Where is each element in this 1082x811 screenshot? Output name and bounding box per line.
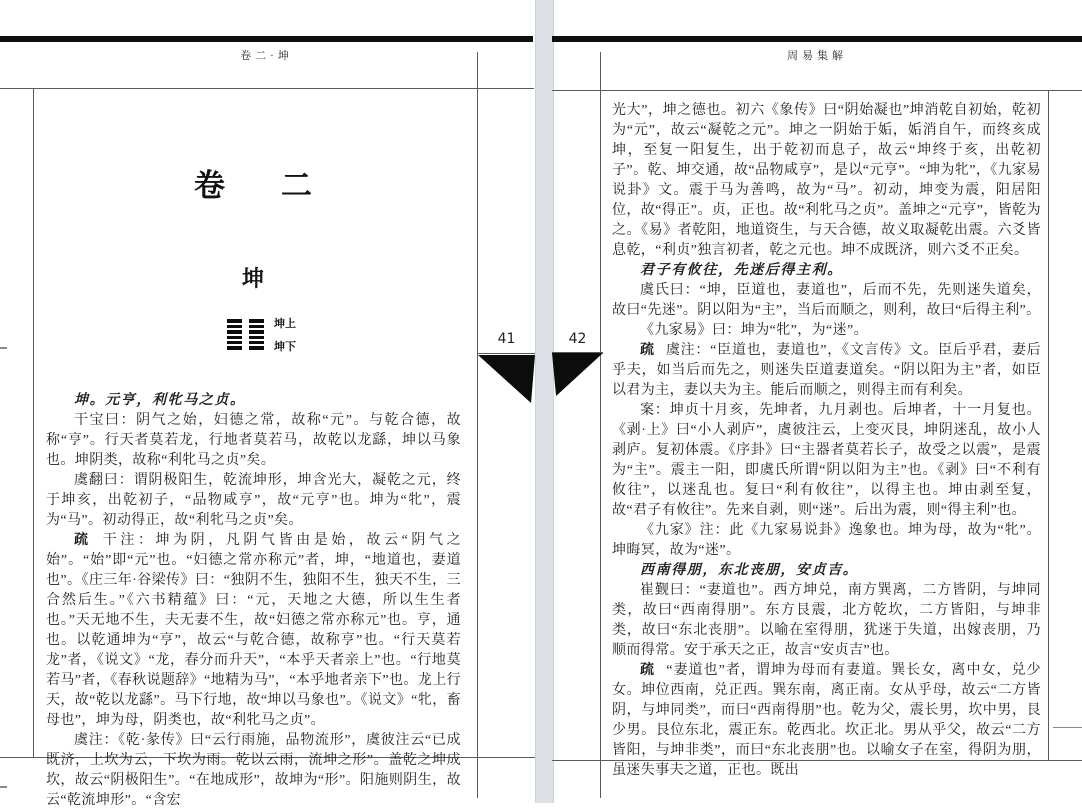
- commentary-paragraph: 《九家》注：此《九家易说卦》逸象也。坤为母，故为“牝”。坤晦冥，故为“迷”。: [612, 523, 1041, 558]
- hexagram-broken-line: [227, 330, 264, 333]
- shu-paragraph: 疏 虞注：“臣道也，妻道也”，《文言传》文。臣后乎君，妻后乎夫，如当后而先之，则迷失臣道妻道矣。“阴以阳为主”者，如臣以君为主，妻以夫为主。能后而顺之，则得主而有利矣。: [612, 343, 1041, 398]
- shu-paragraph: 疏 干注：坤为阴，凡阴气皆由是始，故云“阴气之始”。“始”即“元”也。“妇德之常亦称元”者，坤，“地道也，妻道也”。《庄三年·谷梁传》曰：“独阴不生，独阳不生，独天不生，三合然后生。”《六书精蕴》曰：“元，天地之大德，所以生生者也。”天无地不生，夫无妻不生，故“妇德之常亦称元”也。亨，通也。以乾通坤为“亨”，故云“与乾合德，故称亨”也。“行天莫若龙”者，《说文》“龙，春分而升天”，“本乎天者亲上”也。“行地莫若马”者，《春秋说题辞》“地精为马”，“本乎地者亲下”也。龙上行天，故“乾以龙繇”。马下行地，故“坤以马象也”。《说文》“牝，畜母也”，坤为母，阴类也，故“利牝马之贞”。: [46, 533, 461, 728]
- page-number-rule-left: [477, 353, 535, 354]
- hexagram-statement-heading: 西南得朋，东北丧朋，安贞吉。: [640, 563, 859, 578]
- thumb-index-triangle-left: [478, 355, 535, 403]
- frame-line-left-outer: [33, 88, 34, 757]
- shu-marker: 疏: [640, 663, 656, 678]
- hexagram-broken-line: [227, 336, 264, 339]
- header-bar-right: [552, 36, 1082, 42]
- page-number-right: 42: [568, 331, 587, 347]
- shu-marker: 疏: [640, 343, 655, 358]
- hexagram-broken-line: [227, 341, 264, 344]
- frame-line-left-inner: [477, 52, 478, 798]
- page-gutter: [535, 0, 554, 803]
- commentary-paragraph: 虞注：《乾·彖传》曰“云行雨施，品物流形”，虞彼注云“已成既济，上坎为云，下坎为雨。乾以云雨，流坤之形”。盖乾之坤成坎，故云“阴极阳生”。“在地成形”，故坤为“形”。阳施则阴生，故云“乾流坤形”。“含宏: [46, 733, 461, 808]
- volume-title: [46, 160, 460, 205]
- kun-hexagram: [227, 315, 296, 354]
- hexagram-broken-line: [227, 325, 264, 328]
- hexagram-labels: [274, 315, 296, 354]
- head-rule-left: [0, 88, 534, 89]
- hexagram-lines: [227, 319, 264, 349]
- frame-line-right-outer: [1048, 90, 1049, 760]
- commentary-paragraph: 《九家易》曰：坤为“牝”，为“迷”。: [640, 323, 869, 338]
- header-bar-left: [0, 36, 533, 42]
- hexagram-broken-line: [227, 346, 264, 349]
- margin-tick-right: [1053, 727, 1082, 728]
- shu-marker: 疏: [74, 533, 92, 548]
- hexagram-statement-heading: 坤。元亨，利牝马之贞。: [74, 393, 246, 408]
- commentary-paragraph: 干宝曰：阴气之始，妇德之常，故称“元”。与乾合德，故称“亨”。行天者莫若龙，行地者莫若马，故乾以龙繇，坤以马象也。坤阴类，故称“利牝马之贞”矣。: [46, 413, 461, 468]
- commentary-paragraph: 虞翻曰：谓阴极阳生，乾流坤形，坤含光大，凝乾之元，终于坤亥，出乾初子，“品物咸亨”，故“元亨”也。坤为“牝”，震为“马”。初动得正，故“利牝马之贞”矣。: [46, 473, 461, 528]
- commentary-paragraph: 案：坤贞十月亥，先坤者，九月剥也。后坤者，十一月复也。《剥·上》曰“小人剥庐”，虞彼注云，上变灭艮，坤阴迷乱，故小人剥庐。复初体震。《序卦》曰“主器者莫若长子，故受之以震”，是震为“主”。震主一阳，即虞氏所谓“阴以阳为主”也。《剥》曰“不利有攸往”，以迷乱也。复曰“利有攸往”，以得主也。坤由剥至复，故“君子有攸往”。先来自剥，则“迷”。后出为震，则“得主利”也。: [612, 403, 1041, 518]
- hexagram-broken-line: [227, 319, 264, 322]
- margin-tick-left-bottom: [0, 786, 7, 788]
- hexagram-upper-label: 坤上: [274, 318, 296, 330]
- margin-tick-left: [0, 347, 7, 349]
- page-number-left: 41: [497, 331, 516, 347]
- running-title-left: 卷二·坤: [240, 50, 293, 62]
- page-number-rule-right: [552, 352, 603, 353]
- chapter-title: 坤: [241, 266, 264, 291]
- thumb-index-triangle-right: [552, 353, 603, 396]
- continuation-paragraph: 光大”，坤之德也。初六《象传》曰“阴始凝也”坤消乾自初始，乾初为“元”，故云“凝乾之元”。坤之一阴始于姤，姤消自午，而终亥成坤，至复一阳复生，出于乾初而息子，故云“坤终于亥，出乾初子”。乾、坤交通，故“品物咸亨”，是以“元亨”。“坤为牝”，《九家易说卦》文。震于马为善鸣，故为“马”。初动，坤变为震，阳居阳位，故“得正”。贞，正也。故“利牝马之贞”。盖坤之“元亨”，皆乾为之。《易》者乾阳，地道资生，与天合德，故义取凝乾出震。六爻皆息乾，“利贞”独言初者，乾之元也。坤不成既济，则六爻不正矣。: [612, 103, 1041, 258]
- commentary-paragraph: 虞氏曰：“坤，臣道也，妻道也”，后而不先，先则迷失道矣，故曰“先迷”。阴以阳为“主”，当后而顺之，则利，故曰“后得主利”。: [612, 283, 1041, 318]
- volume-title-char: 卷: [194, 168, 225, 203]
- left-page-text: [46, 391, 461, 811]
- volume-title-char: 二: [281, 168, 312, 203]
- shu-paragraph: 疏 “妻道也”者，谓坤为母而有妻道。巽长女，离中女，兑少女。坤位西南，兑正西。巽东南，离正南。女从乎母，故云“二方皆阴，与坤同类”，而曰“西南得朋”也。乾为父，震长男，坎中男，艮少男。艮位东北，震正东。乾西北。坎正北。男从乎父，故云“二方皆阳，与坤非类”，而曰“东北丧朋”也。以喻女子在室，得阴为朋，虽迷失事夫之道，正也。既出: [612, 663, 1042, 778]
- frame-line-right-inner: [600, 52, 601, 798]
- head-rule-right: [552, 90, 1082, 91]
- right-page-text: [612, 101, 1041, 781]
- hexagram-lower-label: 坤下: [274, 341, 296, 353]
- running-title-right: 周易集解: [787, 50, 847, 62]
- commentary-paragraph: 崔觐曰：“妻道也”。西方坤兑，南方巽离，二方皆阴，与坤同类，故曰“西南得朋”。东方艮震，北方乾坎，二方皆阳，与坤非类，故曰“东北丧朋”。以喻在室得朋，犹迷于失道，出嫁丧朋，乃顺而得常。安于承天之正，故言“安贞吉”也。: [612, 583, 1041, 658]
- hexagram-statement-heading: 君子有攸往，先迷后得主利。: [640, 263, 843, 278]
